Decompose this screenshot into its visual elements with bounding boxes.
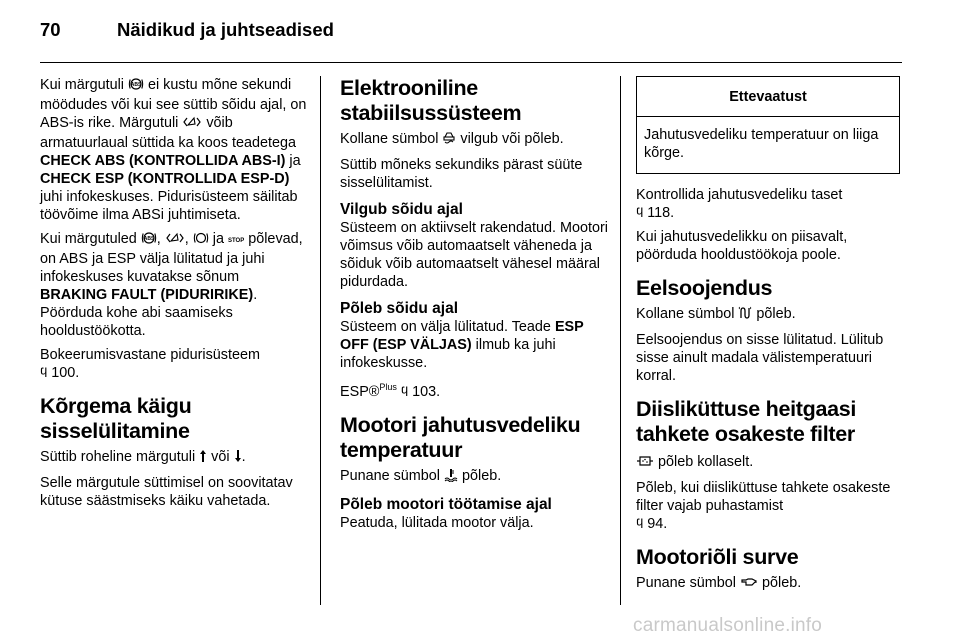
heading-coolant: Mootori jahutusvedeliku temperatuur	[340, 413, 581, 462]
text: ,	[156, 231, 165, 247]
page-reference-icon: ϥ	[400, 384, 409, 399]
warning-title: Ettevaatust	[637, 77, 899, 117]
page-reference[interactable]: 103.	[412, 384, 441, 400]
heading-preheat: Eelsoojendus	[636, 276, 773, 300]
esp-symbol-paragraph	[340, 130, 608, 150]
svg-text:ABS: ABS	[143, 236, 155, 242]
text: Kui märgutuli	[40, 77, 128, 93]
text: Põleb, kui diisliküttuse tahkete osakeste filter vajab puhastamist	[636, 480, 891, 514]
column-2	[340, 76, 608, 538]
text: ,	[184, 231, 193, 247]
coolant-symbol-paragraph	[340, 467, 608, 487]
page-reference-icon: ϥ	[40, 365, 48, 380]
heading-oil: Mootoriõli surve	[636, 545, 799, 569]
warning-body: Jahutusvedeliku temperatuur on liiga kõrge.	[644, 127, 879, 161]
shift-up-icon	[199, 449, 207, 468]
page-title: Näidikud ja juhtseadised	[117, 19, 334, 40]
text: .	[241, 449, 246, 465]
abs-paragraph	[40, 76, 308, 224]
coolant-temperature-icon	[444, 468, 458, 487]
text: põlevad, on ABS ja ESP välja lülitatud ja juhi infokeskuses kuvatakse sõnum	[40, 231, 303, 285]
abs-icon	[141, 231, 157, 250]
text: Süsteem on välja lülitatud. Teade	[340, 319, 555, 335]
oil-symbol-paragraph	[636, 574, 900, 594]
text: ja	[285, 153, 301, 169]
text: Punane sümbol	[636, 575, 741, 591]
abs-esp-off-paragraph	[40, 230, 308, 340]
brake-warning-icon	[165, 231, 185, 250]
stop-icon: STOP	[228, 238, 245, 244]
page-reference-icon: ϥ	[636, 205, 644, 220]
column-divider-1	[320, 76, 321, 605]
text: . Pöörduda kohe abi saamiseks hooldustöökotta.	[40, 287, 258, 339]
heading-blink: Vilgub sõidu ajal	[340, 201, 463, 218]
text: või	[207, 449, 234, 465]
coolant-check-paragraph	[636, 186, 900, 222]
text: põleb kollaselt.	[654, 454, 754, 470]
preheat-paragraph: Eelsoojendus on sisse lülitatud. Lülitub sisse ainult madala välistemperatuuri korral.	[636, 332, 884, 384]
warning-box	[636, 76, 900, 174]
esp-car-icon	[442, 131, 456, 150]
shift-paragraph	[40, 448, 308, 468]
oil-can-icon	[740, 575, 758, 594]
shift-down-icon	[234, 449, 242, 468]
heading-on: Põleb sõidu ajal	[340, 300, 458, 317]
esp-icon	[193, 231, 209, 250]
text: vilgub või põleb.	[456, 131, 564, 147]
watermark: carmanualsonline.info	[633, 615, 823, 636]
text: Kui märgutuled	[40, 231, 141, 247]
heading-esp: Elektrooniline stabiilsussüsteem	[340, 76, 522, 125]
preheat-symbol-paragraph	[636, 305, 900, 325]
abs-icon	[128, 77, 144, 96]
message-esp-off: ESP OFF (ESP VÄLJAS)	[340, 319, 584, 353]
esp-off-paragraph	[340, 318, 608, 372]
text: võib armatuurlaual süttida ka koos teadetega	[40, 115, 296, 151]
page-reference[interactable]: 118.	[647, 205, 675, 221]
abs-reference-paragraph	[40, 346, 308, 382]
header-rule	[40, 62, 902, 63]
heading-running: Põleb mootori töötamise ajal	[340, 496, 552, 513]
column-3	[636, 76, 900, 600]
preheat-coil-icon	[738, 306, 752, 325]
column-1	[40, 76, 308, 516]
particulate-filter-icon	[636, 454, 654, 473]
shift-advice-paragraph: Selle märgutule süttimisel on soovitatav kütuse säästmiseks käiku vahetada.	[40, 475, 293, 509]
page-reference[interactable]: 100.	[51, 365, 80, 381]
message-check-abs: CHECK ABS (KONTROLLIDA ABS-I)	[40, 153, 286, 169]
message-check-esp: CHECK ESP (KONTROLLIDA ESP-D)	[40, 171, 290, 187]
coolant-workshop-paragraph: Kui jahutusvedelikku on piisavalt, pöörduda hooldustöökoja poole.	[636, 229, 848, 263]
svg-text:ABS: ABS	[130, 82, 142, 88]
text: põleb.	[752, 306, 796, 322]
brake-warning-icon	[182, 115, 202, 134]
text: ei kustu mõne sekundi möödudes või kui see süttib sõidu ajal, on ABS-is rike. Märgutuli	[40, 77, 307, 131]
page-reference-icon: ϥ	[636, 516, 644, 531]
column-divider-2	[620, 76, 621, 605]
text: juhi infokeskuses. Pidurisüsteem säilitab töövõime ilma ABSi juhtimiseta.	[40, 189, 298, 223]
superscript: Plus	[379, 382, 397, 392]
text: ESP®	[340, 384, 380, 400]
text: Süttib roheline märgutuli	[40, 449, 200, 465]
text: Bokeerumisvastane pidurisüsteem	[40, 347, 260, 363]
dpf-symbol-paragraph	[636, 453, 900, 473]
message-braking-fault: BRAKING FAULT (PIDURIRIKE)	[40, 287, 254, 303]
blink-paragraph: Süsteem on aktiivselt rakendatud. Mootori võimsus võib automaatselt väheneda ja sõiduk võib automaatselt vähesel määral pidurdada.	[340, 220, 608, 290]
esp-ignition-paragraph: Süttib mõneks sekundiks pärast süüte sisselülitamist.	[340, 157, 583, 191]
heading-dpf: Diisliküttuse heitgaasi tahkete osakeste filter	[636, 397, 857, 446]
esp-plus-paragraph	[340, 378, 608, 401]
text: põleb.	[758, 575, 802, 591]
page-number: 70	[40, 19, 61, 40]
running-paragraph: Peatuda, lülitada mootor välja.	[340, 515, 534, 531]
text: Punane sümbol	[340, 468, 445, 484]
text: Kollane sümbol	[340, 131, 443, 147]
text: ilmub ka juhi infokeskusse.	[340, 337, 556, 371]
text: Kollane sümbol	[636, 306, 739, 322]
dpf-clean-paragraph	[636, 479, 900, 533]
text: Kontrollida jahutusvedeliku taset	[636, 187, 843, 203]
page-reference[interactable]: 94.	[647, 516, 668, 532]
heading-shift-up: Kõrgema käigu sisselülitamine	[40, 394, 192, 443]
text: ja	[208, 231, 228, 247]
text: põleb.	[458, 468, 502, 484]
